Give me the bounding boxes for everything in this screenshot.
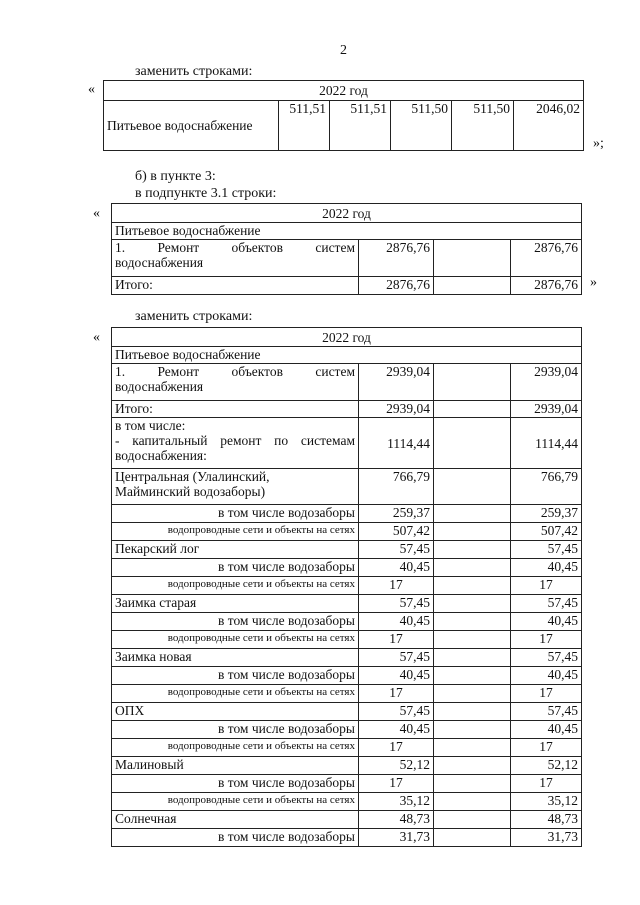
table-3-empty-cell xyxy=(434,505,511,523)
table-3-incl-total: 1114,44 xyxy=(511,418,582,469)
table-3-total-total: 2939,04 xyxy=(511,401,582,418)
table-3-central-label xyxy=(112,469,359,505)
table-3-system-name: ОПХ xyxy=(112,703,359,721)
table-3-system-value: 57,45 xyxy=(359,595,434,613)
table-3-empty-cell xyxy=(434,559,511,577)
table-3-networks-label: водопроводные сети и объекты на сетях xyxy=(112,577,359,595)
table-3-empty-cell xyxy=(434,811,511,829)
section-b: б) в пункте 3: xyxy=(135,169,216,184)
table-3-system-name: Пекарский лог xyxy=(112,541,359,559)
table-3-empty-cell xyxy=(434,775,511,793)
table-3-networks-label: водопроводные сети и объекты на сетях xyxy=(112,631,359,649)
table-3-system-value: 48,73 xyxy=(359,811,434,829)
table-3-system-name: Малиновый xyxy=(112,757,359,775)
table-2-group: Питьевое водоснабжение xyxy=(112,223,582,240)
quote-open-3: « xyxy=(93,330,100,345)
table-3-networks-value: 35,12 xyxy=(359,793,434,811)
table-3-total-label: Итого: xyxy=(112,401,359,418)
quote-open-2: « xyxy=(93,206,100,221)
table-3-networks-total: 17 xyxy=(511,739,582,757)
table-2-total-value: 2876,76 xyxy=(359,277,434,295)
table-3-item-label-line2: водоснабжения xyxy=(115,379,204,394)
table-3-wells-label: в том числе водозаборы xyxy=(112,721,359,739)
table-3-wells-value: 31,73 xyxy=(359,829,434,847)
table-3-empty-cell xyxy=(434,685,511,703)
table-3-empty-cell xyxy=(434,541,511,559)
table-3-empty-cell xyxy=(434,829,511,847)
table-3-item-value: 2939,04 xyxy=(359,364,434,401)
table-3-incl-line2: - капитальный ремонт по системам xyxy=(115,433,355,448)
table-3-year: 2022 год xyxy=(112,328,582,347)
table-3-networks-value: 17 xyxy=(359,631,434,649)
replace-instruction-2: заменить строками: xyxy=(135,309,253,324)
table-1-value: 511,51 xyxy=(279,101,330,151)
table-3-central-wells-label: в том числе водозаборы xyxy=(112,505,359,523)
table-3-empty-cell xyxy=(434,631,511,649)
table-3-wells-label: в том числе водозаборы xyxy=(112,559,359,577)
table-3-empty-cell xyxy=(434,523,511,541)
table-3-empty-cell xyxy=(434,793,511,811)
table-3-empty-cell xyxy=(434,577,511,595)
table-2-item-total: 2876,76 xyxy=(511,240,582,277)
table-3-wells-total: 40,45 xyxy=(511,667,582,685)
table-3-empty-cell xyxy=(434,757,511,775)
quote-open-1: « xyxy=(88,82,95,97)
table-3-system-value: 57,45 xyxy=(359,703,434,721)
table-2-item-label-line2: водоснабжения xyxy=(115,255,204,270)
table-3-wells-label: в том числе водозаборы xyxy=(112,829,359,847)
table-2-empty-cell xyxy=(434,277,511,295)
table-3-networks-total: 17 xyxy=(511,631,582,649)
table-3-networks-value: 17 xyxy=(359,577,434,595)
table-3-system-total: 52,12 xyxy=(511,757,582,775)
table-3-networks-total: 17 xyxy=(511,577,582,595)
table-3-system-value: 57,45 xyxy=(359,649,434,667)
table-2 xyxy=(111,203,582,295)
table-3-central-networks-label: водопроводные сети и объекты на сетях xyxy=(112,523,359,541)
table-3-wells-total: 40,45 xyxy=(511,721,582,739)
table-2-item-value: 2876,76 xyxy=(359,240,434,277)
table-1-row-label: Питьевое водоснабжение xyxy=(104,101,279,151)
table-3-networks-total: 35,12 xyxy=(511,793,582,811)
table-3-central-networks-total: 507,42 xyxy=(511,523,582,541)
table-3-wells-value: 40,45 xyxy=(359,559,434,577)
table-1-value: 511,51 xyxy=(330,101,391,151)
table-3-wells-value: 17 xyxy=(359,775,434,793)
table-3-item-total: 2939,04 xyxy=(511,364,582,401)
table-3-system-name: Заимка старая xyxy=(112,595,359,613)
subpoint-3-1: в подпункте 3.1 строки: xyxy=(135,186,277,201)
table-3-system-total: 57,45 xyxy=(511,703,582,721)
table-2-year: 2022 год xyxy=(112,204,582,223)
table-3-empty-cell xyxy=(434,401,511,418)
table-3-system-value: 57,45 xyxy=(359,541,434,559)
table-1-value: 511,50 xyxy=(452,101,514,151)
table-3-wells-label: в том числе водозаборы xyxy=(112,613,359,631)
table-3-total-value: 2939,04 xyxy=(359,401,434,418)
table-3-item-label xyxy=(112,364,359,401)
table-3-central-wells-total: 259,37 xyxy=(511,505,582,523)
table-3-empty-cell xyxy=(434,364,511,401)
table-3-system-name: Заимка новая xyxy=(112,649,359,667)
table-3-wells-value: 40,45 xyxy=(359,613,434,631)
table-3-empty-cell xyxy=(434,469,511,505)
table-3-empty-cell xyxy=(434,595,511,613)
table-3-system-total: 48,73 xyxy=(511,811,582,829)
table-3-system-value: 52,12 xyxy=(359,757,434,775)
quote-close-1: »; xyxy=(593,136,604,151)
table-3-empty-cell xyxy=(434,418,511,469)
table-1 xyxy=(103,80,584,151)
table-3-networks-value: 17 xyxy=(359,685,434,703)
table-3-empty-cell xyxy=(434,649,511,667)
table-3-wells-value: 40,45 xyxy=(359,667,434,685)
table-3-incl-line3: водоснабжения: xyxy=(115,448,207,463)
table-3-system-total: 57,45 xyxy=(511,541,582,559)
table-3-system-name: Солнечная xyxy=(112,811,359,829)
page-number: 2 xyxy=(340,43,347,58)
table-2-empty-cell xyxy=(434,240,511,277)
table-3-networks-label: водопроводные сети и объекты на сетях xyxy=(112,685,359,703)
table-3-empty-cell xyxy=(434,703,511,721)
table-3-empty-cell xyxy=(434,721,511,739)
table-3-wells-value: 40,45 xyxy=(359,721,434,739)
table-3-wells-label: в том числе водозаборы xyxy=(112,775,359,793)
table-2-total-label: Итого: xyxy=(112,277,359,295)
table-3-wells-total: 40,45 xyxy=(511,613,582,631)
table-2-item-label xyxy=(112,240,359,277)
table-1-year: 2022 год xyxy=(104,81,584,101)
table-2-item-label-line1: 1. Ремонт объектов систем xyxy=(115,240,355,255)
table-3-group: Питьевое водоснабжение xyxy=(112,347,582,364)
table-3-central-value: 766,79 xyxy=(359,469,434,505)
quote-close-2: » xyxy=(590,275,597,290)
table-3-incl-value: 1114,44 xyxy=(359,418,434,469)
table-3-incl-label xyxy=(112,418,359,469)
table-3-incl-line1: в том числе: xyxy=(115,418,186,433)
table-3-system-total: 57,45 xyxy=(511,649,582,667)
table-2-total-total: 2876,76 xyxy=(511,277,582,295)
table-3-empty-cell xyxy=(434,667,511,685)
table-3-wells-total: 17 xyxy=(511,775,582,793)
table-3-wells-label: в том числе водозаборы xyxy=(112,667,359,685)
table-3-networks-label: водопроводные сети и объекты на сетях xyxy=(112,793,359,811)
table-3-item-label-line1: 1. Ремонт объектов систем xyxy=(115,364,355,379)
table-3-empty-cell xyxy=(434,613,511,631)
table-1-value: 2046,02 xyxy=(514,101,584,151)
table-3-networks-label: водопроводные сети и объекты на сетях xyxy=(112,739,359,757)
table-3-central-total: 766,79 xyxy=(511,469,582,505)
replace-instruction-1: заменить строками: xyxy=(135,64,253,79)
table-3-wells-total: 31,73 xyxy=(511,829,582,847)
table-3 xyxy=(111,327,582,847)
table-3-wells-total: 40,45 xyxy=(511,559,582,577)
table-1-value: 511,50 xyxy=(391,101,452,151)
table-3-central-line2: Майминский водозаборы) xyxy=(115,484,266,499)
table-3-networks-total: 17 xyxy=(511,685,582,703)
table-3-central-line1: Центральная (Улалинский, xyxy=(115,469,270,484)
table-3-central-networks-value: 507,42 xyxy=(359,523,434,541)
table-3-system-total: 57,45 xyxy=(511,595,582,613)
table-3-empty-cell xyxy=(434,739,511,757)
table-3-central-wells-value: 259,37 xyxy=(359,505,434,523)
table-3-networks-value: 17 xyxy=(359,739,434,757)
